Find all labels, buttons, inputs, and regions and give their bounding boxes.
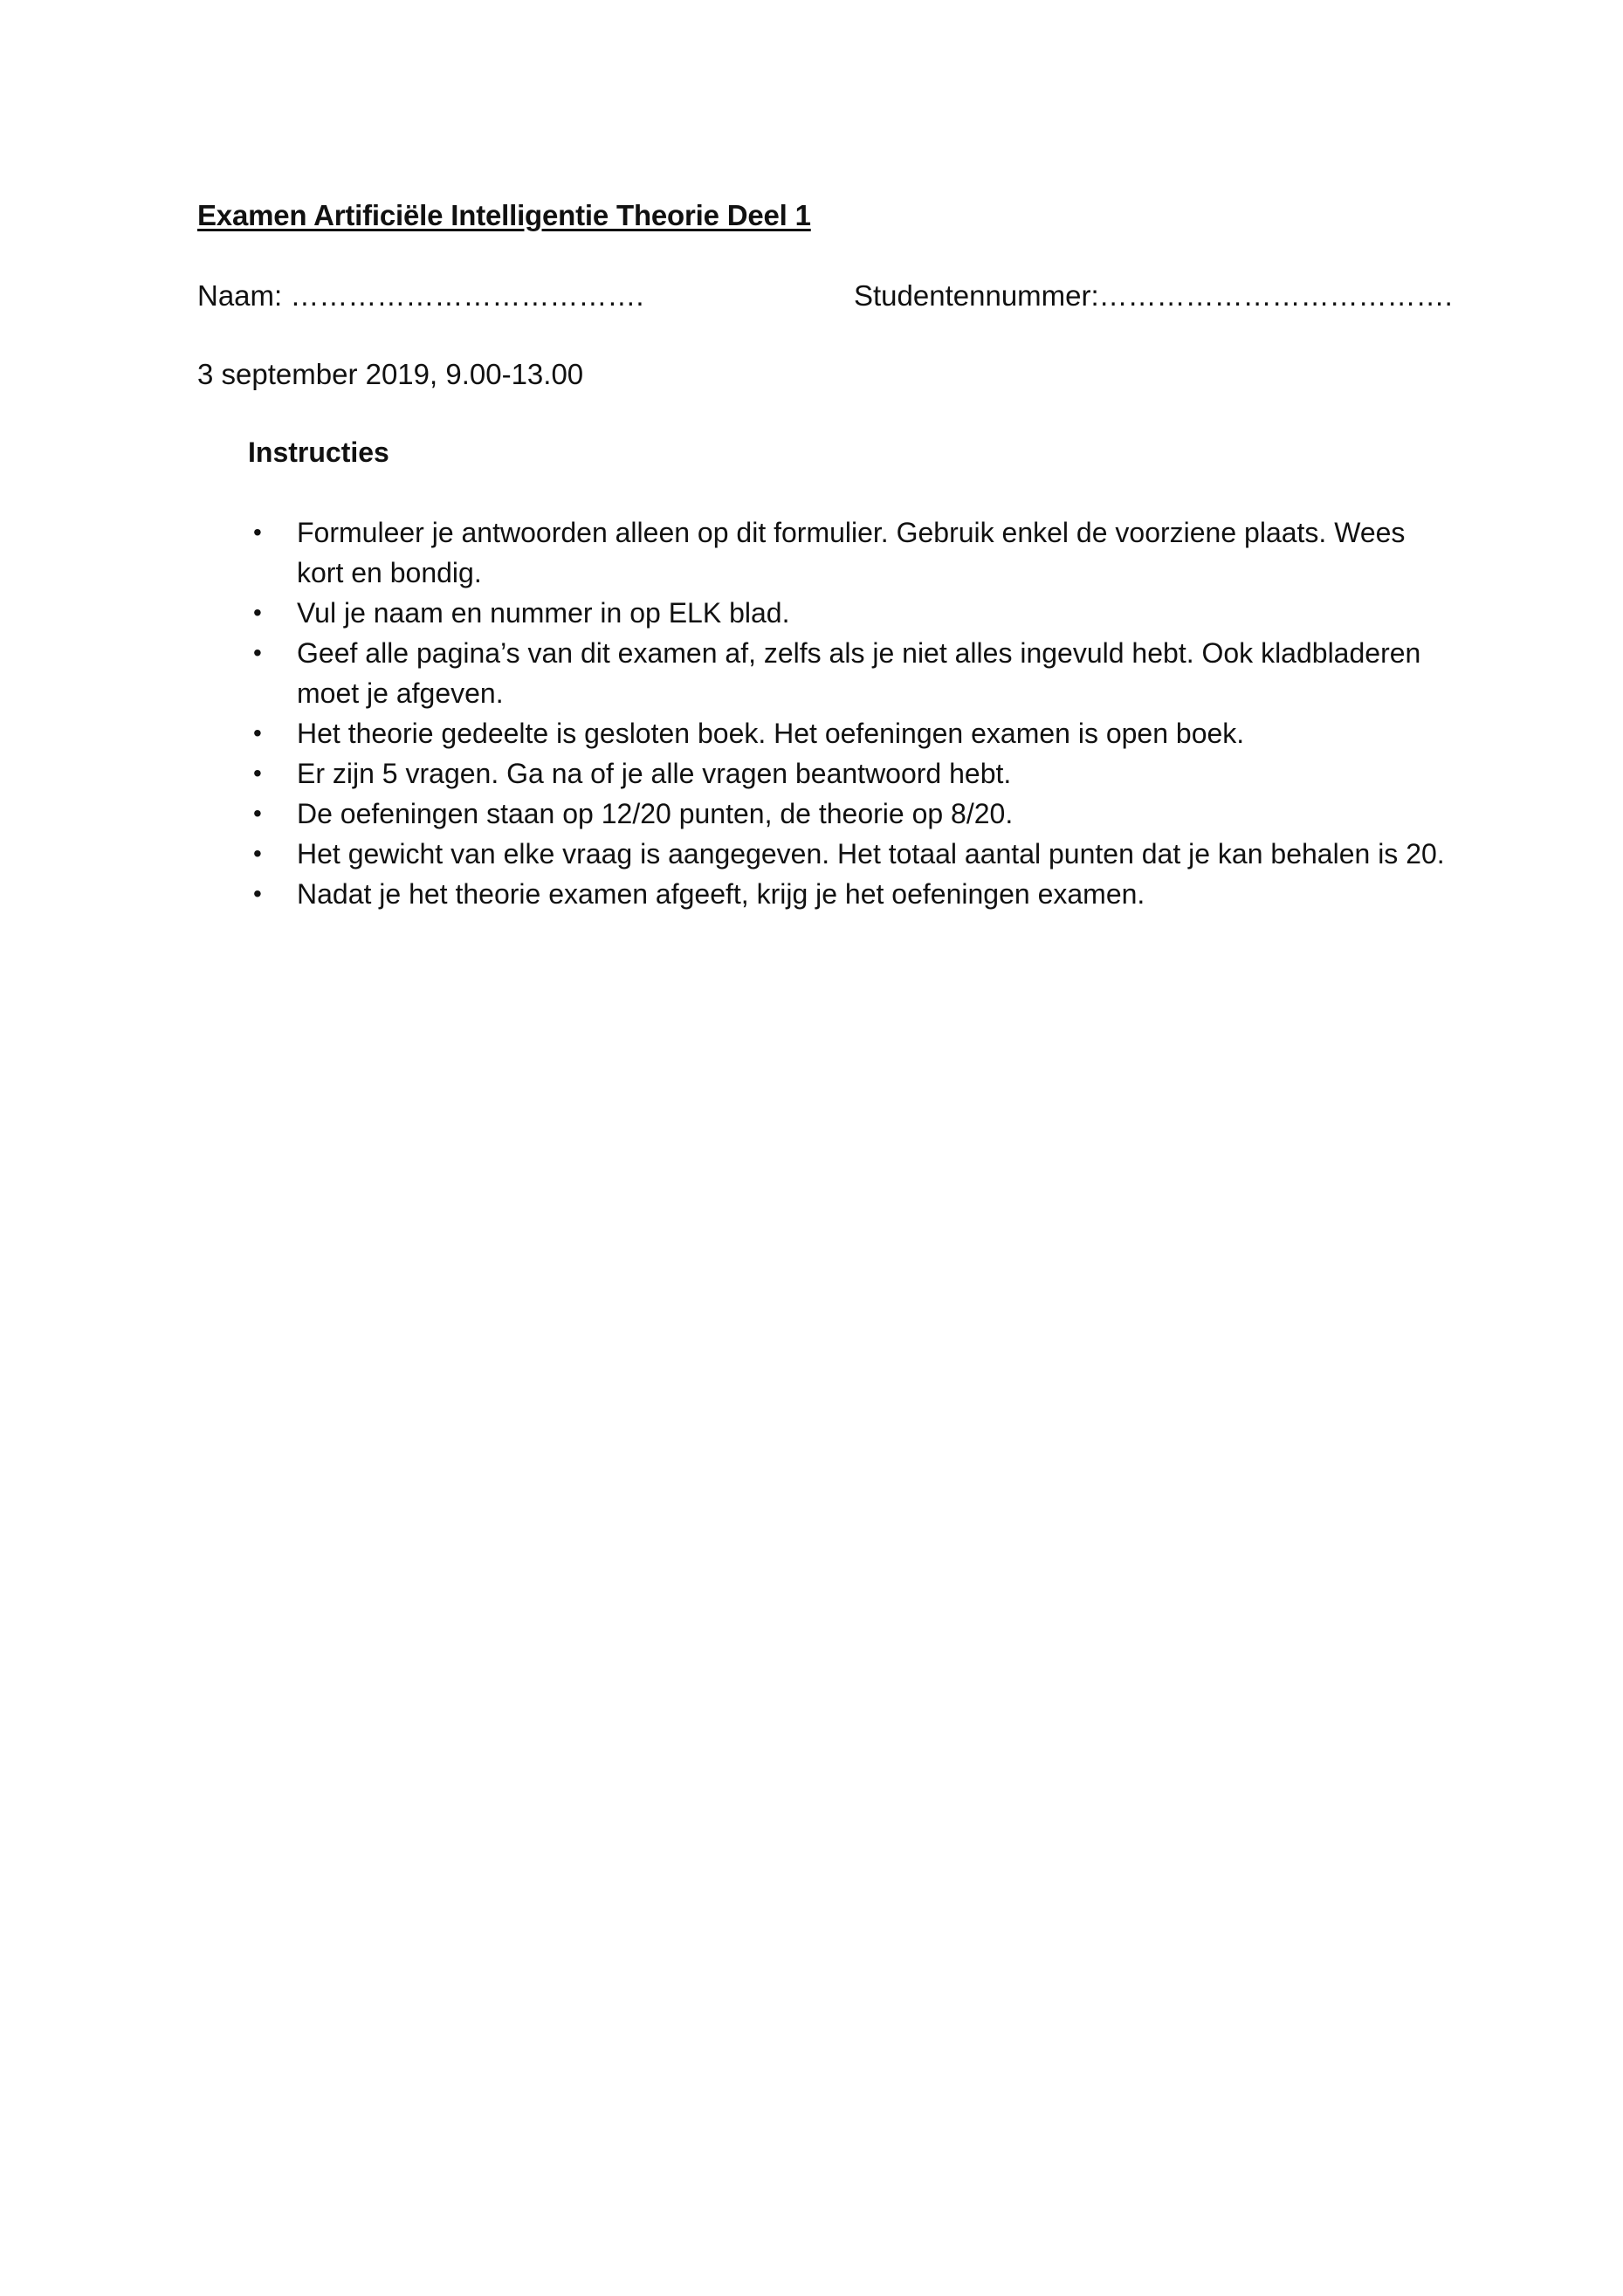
name-field: Naam: ………………………………. [197,279,644,312]
instructions-list [248,512,1453,914]
instruction-text: Er zijn 5 vragen. Ga na of je alle vragen beantwoord hebt. [297,758,1012,789]
instruction-text: Nadat je het theorie examen afgeeft, krijg je het oefeningen examen. [297,878,1145,910]
bullet-icon: • [253,599,262,626]
exam-title: Examen Artificiële Intelligentie Theorie Deel 1 [197,199,811,231]
student-number-field: Studentennummer:………………………………. [854,279,1453,312]
instruction-item [248,834,1453,874]
exam-date: 3 september 2019, 9.00-13.00 [197,358,584,390]
instruction-item [248,794,1453,834]
bullet-icon: • [253,840,262,867]
bullet-icon: • [253,880,262,907]
instruction-text: Geef alle pagina’s van dit examen af, zelfs als je niet alles ingevuld hebt. Ook kladbladeren moet je afgeven. [297,637,1421,709]
instruction-text: Het gewicht van elke vraag is aangegeven. Het totaal aantal punten dat je kan behalen is 20. [297,838,1445,870]
instruction-text: Vul je naam en nummer in op ELK blad. [297,597,790,629]
instruction-item [248,713,1453,753]
bullet-icon: • [253,639,262,666]
instruction-item [248,593,1453,633]
instruction-item [248,753,1453,794]
instructions-heading: Instructies [248,437,389,468]
bullet-icon: • [253,760,262,787]
instruction-text: De oefeningen staan op 12/20 punten, de theorie op 8/20. [297,798,1014,829]
bullet-icon: • [253,519,262,546]
bullet-icon: • [253,719,262,746]
instruction-text: Formuleer je antwoorden alleen op dit formulier. Gebruik enkel de voorziene plaats. Wees kort en bondig. [297,517,1406,588]
instruction-item [248,874,1453,914]
bullet-icon: • [253,800,262,827]
instruction-text: Het theorie gedeelte is gesloten boek. Het oefeningen examen is open boek. [297,718,1245,749]
instruction-item [248,512,1453,593]
instruction-item [248,633,1453,713]
